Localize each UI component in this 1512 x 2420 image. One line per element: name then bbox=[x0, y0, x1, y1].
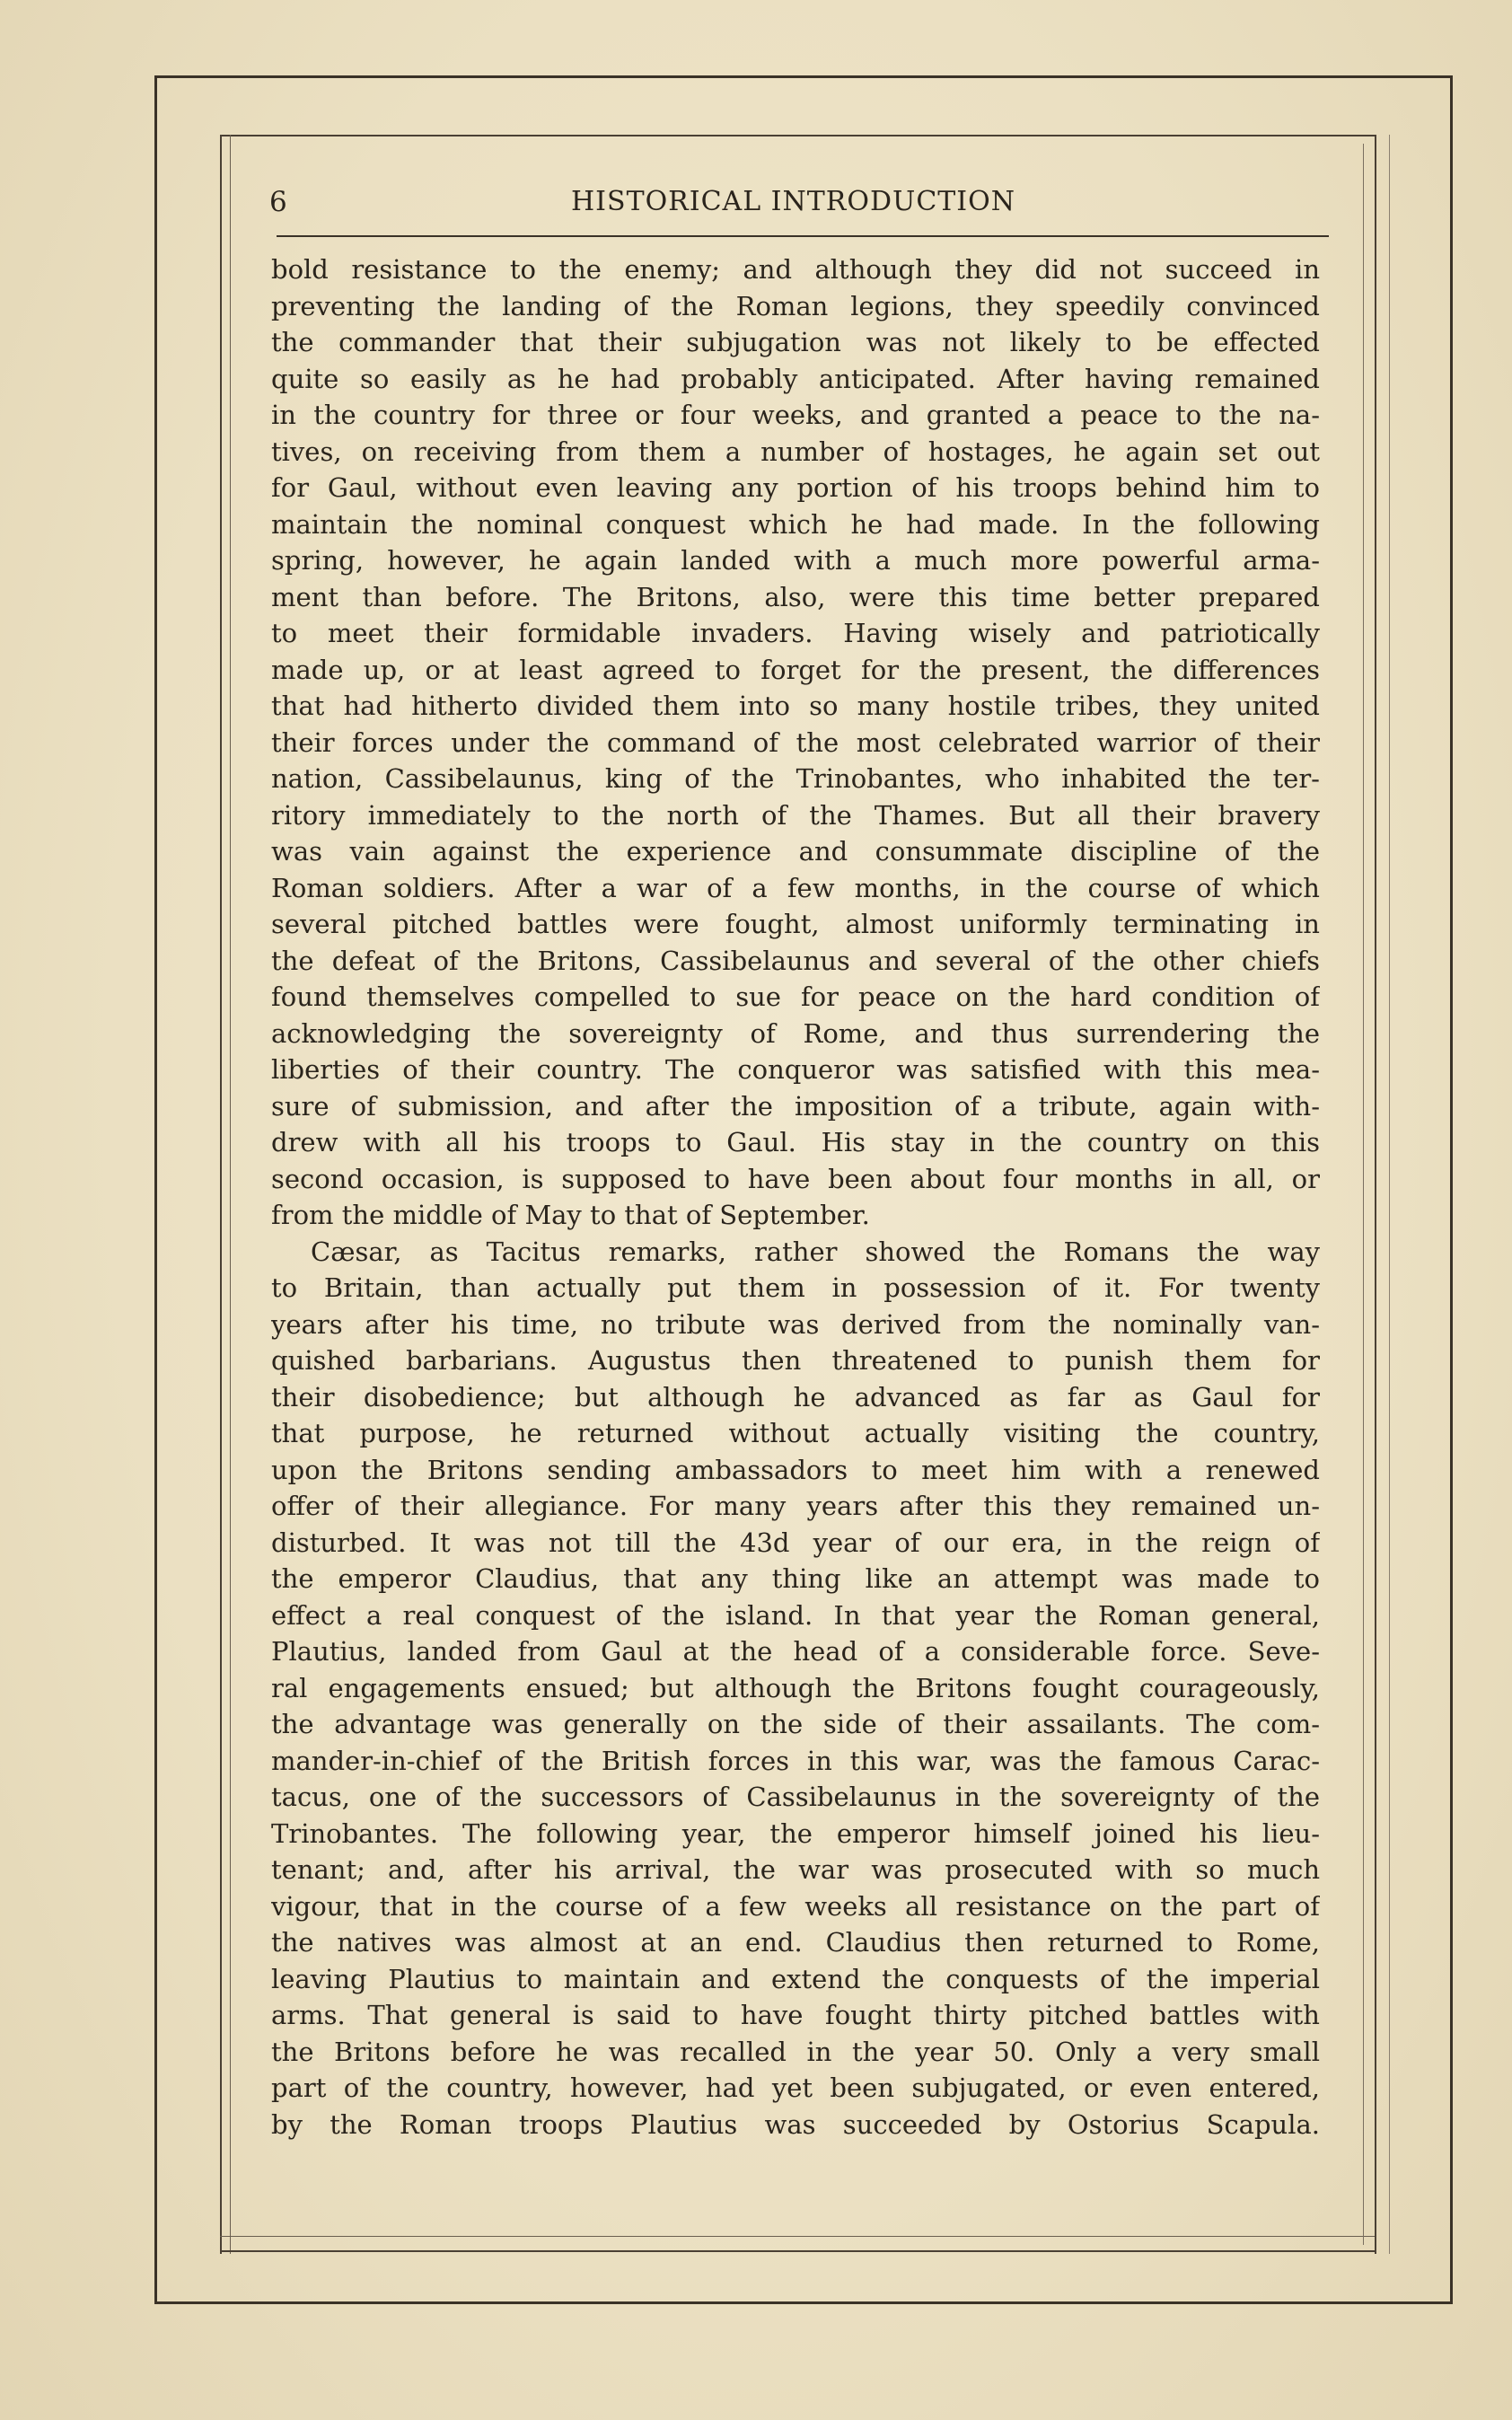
text-line: maintain the nominal conquest which he had made. In the following bbox=[271, 508, 1320, 540]
text-line: arms. That general is said to have fought thirty pitched battles with bbox=[271, 2000, 1320, 2030]
outer-frame-left-border bbox=[154, 75, 157, 2304]
text-line: bold resistance to the enemy; and although they did not succeed in bbox=[271, 254, 1320, 285]
text-line: the natives was almost at an end. Claudius then returned to Rome, bbox=[271, 1927, 1320, 1958]
running-title: HISTORICAL INTRODUCTION bbox=[571, 186, 1015, 217]
text-line: disturbed. It was not till the 43d year of our era, in the reign of bbox=[271, 1527, 1320, 1558]
text-line: nation, Cassibelaunus, king of the Trinobantes, who inhabited the ter- bbox=[271, 763, 1320, 794]
text-line-paragraph-start: Cæsar, as Tacitus remarks, rather showed the Romans the way bbox=[311, 1236, 1320, 1267]
text-line: quite so easily as he had probably anticipated. After having remained bbox=[271, 363, 1320, 394]
running-head bbox=[269, 184, 1329, 220]
text-line: second occasion, is supposed to have been about four months in all, or bbox=[271, 1163, 1320, 1194]
text-line: the emperor Claudius, that any thing like an attempt was made to bbox=[271, 1563, 1320, 1594]
text-line: preventing the landing of the Roman legions, they speedily convinced bbox=[271, 290, 1320, 321]
text-line: tives, on receiving from them a number of hostages, he again set out bbox=[271, 436, 1320, 467]
text-line: ritory immediately to the north of the Thames. But all their bravery bbox=[271, 799, 1320, 831]
text-line: by the Roman troops Plautius was succeeded by Ostorius Scapula. bbox=[271, 2108, 1320, 2140]
outer-frame-bottom-border bbox=[154, 2301, 1453, 2304]
inner-frame-right-border-tertiary bbox=[1389, 135, 1390, 2254]
text-line: the commander that their subjugation was not likely to be effected bbox=[271, 327, 1320, 357]
text-line: offer of their allegiance. For many years after this they remained un- bbox=[271, 1491, 1320, 1521]
text-line: years after his time, no tribute was derived from the nominally van- bbox=[271, 1308, 1320, 1340]
text-line: the advantage was generally on the side of their assailants. The com- bbox=[271, 1709, 1320, 1739]
inner-frame-left-border-secondary bbox=[230, 135, 231, 2254]
header-rule bbox=[277, 235, 1329, 237]
text-line: quished barbarians. Augustus then threatened to punish them for bbox=[271, 1345, 1320, 1376]
text-line: for Gaul, without even leaving any portion of his troops behind him to bbox=[271, 472, 1320, 503]
inner-frame-right-border bbox=[1375, 135, 1376, 2254]
text-line: tacus, one of the successors of Cassibelaunus in the sovereignty of the bbox=[271, 1782, 1320, 1812]
text-line: their disobedience; but although he advanced as far as Gaul for bbox=[271, 1381, 1320, 1412]
body-text bbox=[271, 251, 1320, 2143]
outer-frame-right-border bbox=[1450, 75, 1453, 2304]
text-line: acknowledging the sovereignty of Rome, and thus surrendering the bbox=[271, 1017, 1320, 1049]
text-line: liberties of their country. The conqueror was satisfied with this mea- bbox=[271, 1054, 1320, 1085]
text-line: several pitched battles were fought, almost uniformly terminating in bbox=[271, 909, 1320, 939]
text-line: made up, or at least agreed to forget for the present, the differences bbox=[271, 654, 1320, 685]
page-number: 6 bbox=[269, 186, 287, 218]
inner-frame-bottom-border-secondary bbox=[220, 2236, 1376, 2237]
text-line: part of the country, however, had yet been subjugated, or even entered, bbox=[271, 2072, 1320, 2103]
text-line: was vain against the experience and consummate discipline of the bbox=[271, 836, 1320, 867]
text-line: ral engagements ensued; but although the Britons fought courageously, bbox=[271, 1672, 1320, 1703]
text-line: tenant; and, after his arrival, the war was prosecuted with so much bbox=[271, 1854, 1320, 1885]
text-line: vigour, that in the course of a few weeks all resistance on the part of bbox=[271, 1890, 1320, 1922]
inner-frame-bottom-border bbox=[220, 2250, 1376, 2252]
text-line: that purpose, he returned without actually visiting the country, bbox=[271, 1418, 1320, 1448]
text-line: the Britons before he was recalled in the year 50. Only a very small bbox=[271, 2036, 1320, 2067]
text-line: spring, however, he again landed with a much more powerful arma- bbox=[271, 545, 1320, 576]
text-line: to Britain, than actually put them in possession of it. For twenty bbox=[271, 1272, 1320, 1303]
inner-frame-left-border bbox=[220, 135, 222, 2254]
text-line: Roman soldiers. After a war of a few months, in the course of which bbox=[271, 872, 1320, 903]
inner-frame-right-border-secondary bbox=[1363, 144, 1364, 2245]
text-line: that had hitherto divided them into so many hostile tribes, they united bbox=[271, 691, 1320, 721]
text-line: sure of submission, and after the imposition of a tribute, again with- bbox=[271, 1090, 1320, 1122]
text-line: drew with all his troops to Gaul. His stay in the country on this bbox=[271, 1127, 1320, 1157]
text-line: mander-in-chief of the British forces in this war, was the famous Carac- bbox=[271, 1745, 1320, 1776]
text-line: upon the Britons sending ambassadors to meet him with a renewed bbox=[271, 1454, 1320, 1485]
text-line-paragraph-end: from the middle of May to that of September. bbox=[271, 1200, 870, 1230]
text-line: their forces under the command of the most celebrated warrior of their bbox=[271, 726, 1320, 758]
text-line: to meet their formidable invaders. Having wisely and patriotically bbox=[271, 618, 1320, 648]
outer-frame-top-border bbox=[154, 75, 1453, 78]
text-line: effect a real conquest of the island. In that year the Roman general, bbox=[271, 1599, 1320, 1631]
text-line: in the country for three or four weeks, and granted a peace to the na- bbox=[271, 400, 1320, 430]
text-line: found themselves compelled to sue for peace on the hard condition of bbox=[271, 981, 1320, 1012]
text-line: leaving Plautius to maintain and extend the conquests of the imperial bbox=[271, 1963, 1320, 1994]
text-line: Trinobantes. The following year, the emperor himself joined his lieu- bbox=[271, 1817, 1320, 1849]
inner-frame-top-border bbox=[220, 135, 1376, 136]
text-line: ment than before. The Britons, also, were this time better prepared bbox=[271, 581, 1320, 612]
text-line: the defeat of the Britons, Cassibelaunus and several of the other chiefs bbox=[271, 945, 1320, 976]
text-line: Plautius, landed from Gaul at the head of a considerable force. Seve- bbox=[271, 1636, 1320, 1667]
